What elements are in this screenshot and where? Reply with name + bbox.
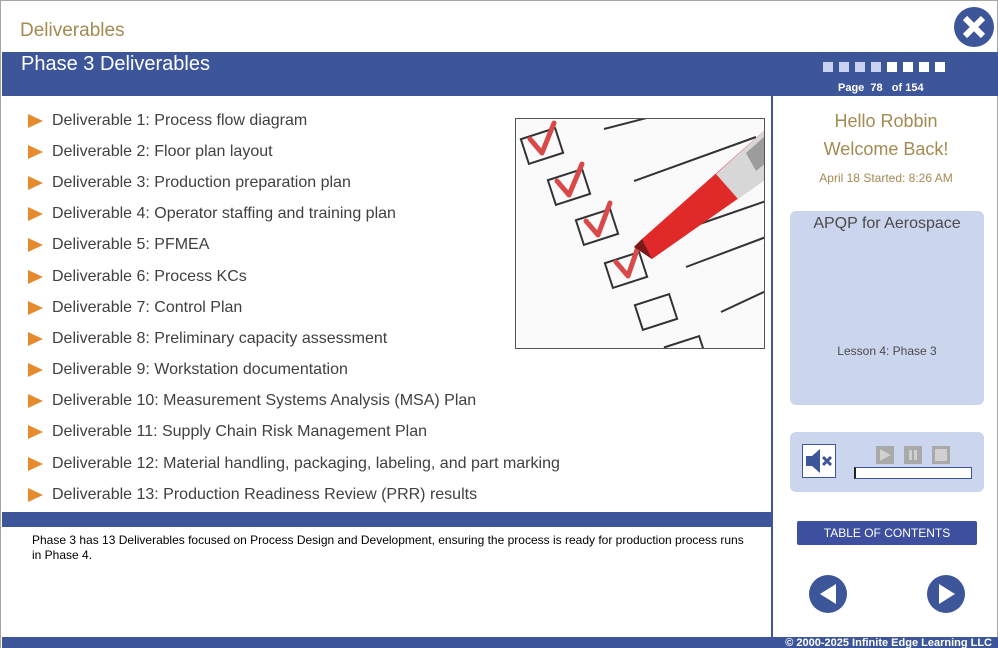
progress-square bbox=[903, 62, 913, 72]
copyright-text: © 2000-2025 Infinite Edge Learning LLC bbox=[785, 637, 992, 648]
deliverable-label: Deliverable 3: Production preparation plan bbox=[52, 173, 351, 191]
description-text: Phase 3 has 13 Deliverables focused on Process Design and Development, ensuring the process is ready for production process runs in Phase 4. bbox=[32, 533, 744, 562]
deliverable-label: Deliverable 2: Floor plan layout bbox=[52, 142, 273, 160]
stop-button[interactable] bbox=[932, 446, 950, 464]
deliverable-item bbox=[28, 479, 560, 510]
deliverable-item bbox=[28, 355, 560, 386]
progress-square bbox=[823, 62, 833, 72]
play-button[interactable] bbox=[876, 446, 894, 464]
deliverable-label: Deliverable 8: Preliminary capacity assessment bbox=[52, 329, 388, 347]
deliverable-label: Deliverable 4: Operator staffing and training plan bbox=[52, 205, 396, 223]
prev-arrow-icon bbox=[818, 583, 838, 605]
stop-icon bbox=[935, 449, 947, 461]
bullet-arrow-icon bbox=[28, 207, 43, 221]
bullet-arrow-icon bbox=[28, 457, 43, 471]
audio-progress-bar[interactable] bbox=[854, 467, 972, 479]
section-title: Deliverables bbox=[20, 20, 125, 41]
deliverable-item bbox=[28, 323, 560, 354]
course-info-card bbox=[790, 211, 984, 405]
description-band bbox=[2, 512, 771, 527]
bullet-arrow-icon bbox=[28, 332, 43, 346]
deliverable-label: Deliverable 11: Supply Chain Risk Management Plan bbox=[52, 423, 428, 441]
header-bar bbox=[2, 52, 998, 96]
checklist-image bbox=[515, 118, 765, 349]
bullet-arrow-icon bbox=[28, 238, 43, 252]
deliverable-label: Deliverable 9: Workstation documentation bbox=[52, 361, 348, 379]
progress-square bbox=[871, 62, 881, 72]
bullet-arrow-icon bbox=[28, 301, 43, 315]
page-title: Phase 3 Deliverables bbox=[21, 53, 210, 75]
bullet-arrow-icon bbox=[28, 114, 43, 128]
greeting-text: Hello Robbin bbox=[834, 111, 938, 131]
deliverable-label: Deliverable 1: Process flow diagram bbox=[52, 111, 308, 129]
footer-bar bbox=[2, 637, 998, 648]
deliverable-item bbox=[28, 199, 560, 230]
close-icon bbox=[961, 14, 987, 40]
page-counter: Page 78 of 154 bbox=[838, 82, 924, 94]
deliverable-item bbox=[28, 167, 560, 198]
deliverable-label: Deliverable 10: Measurement Systems Analysis (MSA) Plan bbox=[52, 392, 477, 410]
bullet-arrow-icon bbox=[28, 425, 43, 439]
next-page-button[interactable] bbox=[927, 575, 965, 613]
deliverable-label: Deliverable 13: Production Readiness Review (PRR) results bbox=[52, 485, 478, 503]
deliverable-label: Deliverable 6: Process KCs bbox=[52, 267, 247, 285]
speaker-muted-icon bbox=[804, 448, 834, 474]
next-arrow-icon bbox=[936, 583, 956, 605]
lesson-label: Lesson 4: Phase 3 bbox=[837, 344, 937, 358]
deliverable-item bbox=[28, 448, 560, 479]
mute-button[interactable] bbox=[802, 444, 836, 478]
deliverable-item bbox=[28, 386, 560, 417]
progress-square bbox=[935, 62, 945, 72]
session-start-time: April 18 Started: 8:26 AM bbox=[819, 171, 953, 185]
play-icon bbox=[879, 449, 891, 461]
deliverables-list bbox=[28, 105, 560, 510]
close-button[interactable] bbox=[954, 7, 994, 47]
audio-controls bbox=[790, 432, 984, 492]
bullet-arrow-icon bbox=[28, 488, 43, 502]
deliverable-item bbox=[28, 230, 560, 261]
deliverable-label: Deliverable 5: PFMEA bbox=[52, 236, 210, 254]
table-of-contents-button[interactable]: TABLE OF CONTENTS bbox=[797, 521, 977, 545]
bullet-arrow-icon bbox=[28, 176, 43, 190]
checklist-illustration bbox=[516, 119, 765, 349]
progress-square bbox=[855, 62, 865, 72]
progress-square bbox=[839, 62, 849, 72]
pause-icon bbox=[908, 450, 918, 460]
previous-page-button[interactable] bbox=[809, 575, 847, 613]
pause-button[interactable] bbox=[904, 446, 922, 464]
progress-square bbox=[919, 62, 929, 72]
deliverable-item bbox=[28, 261, 560, 292]
bullet-arrow-icon bbox=[28, 270, 43, 284]
course-title: APQP for Aerospace bbox=[813, 215, 961, 232]
welcome-text: Welcome Back! bbox=[823, 139, 949, 159]
deliverable-label: Deliverable 7: Control Plan bbox=[52, 298, 243, 316]
deliverable-item bbox=[28, 292, 560, 323]
deliverable-item bbox=[28, 105, 560, 136]
progress-square bbox=[887, 62, 897, 72]
bullet-arrow-icon bbox=[28, 394, 43, 408]
deliverable-item bbox=[28, 417, 560, 448]
deliverable-item bbox=[28, 136, 560, 167]
page-progress-indicator bbox=[823, 62, 945, 72]
bullet-arrow-icon bbox=[28, 363, 43, 377]
bullet-arrow-icon bbox=[28, 145, 43, 159]
deliverable-label: Deliverable 12: Material handling, packaging, labeling, and part marking bbox=[52, 454, 560, 472]
